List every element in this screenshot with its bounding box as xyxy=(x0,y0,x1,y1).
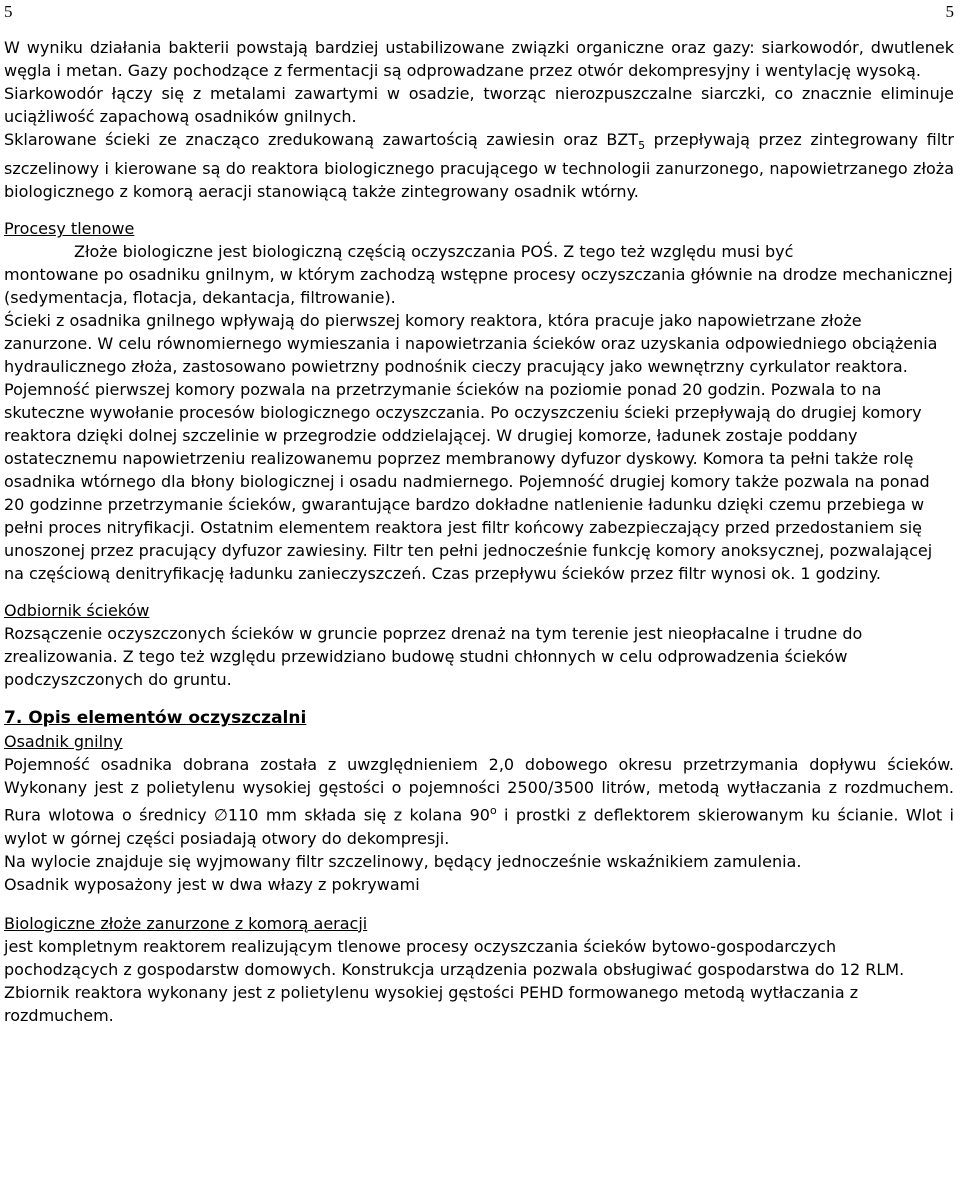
degree-superscript: o xyxy=(489,804,497,818)
paragraph-aerobic-reactor: Ścieki z osadnika gnilnego wpływają do pierwszej komory reaktora, która pracuje jako napowietrzane złoże zanurzone. W celu równomiernego wymieszania i napowietrzania ścieków oraz uzyskania odpowiedniego obciążenia hydraulicznego złoża, zastosowano powietrzny podnośnik cieczy pracujący jako wewnętrzny cyrkulator reaktora. Pojemność pierwszej komory pozwala na przetrzymanie ścieków na poziomie ponad 20 godzin. Pozwala to na skuteczne wywołanie procesów biologicznego oczyszczania. Po oczyszczeniu ścieki przepływają do drugiej komory reaktora dzięki dolnej szczelinie w przegrodzie oddzielającej. W drugiej komorze, ładunek zostaje poddany ostatecznemu napowietrzeniu realizowanemu poprzez membranowy dyfuzor dyskowy. Komora ta pełni także rolę osadnika wtórnego dla błony biologicznej i osadu nadmiernego. Pojemność drugiej komory także pozwala na ponad 20 godzinne przetrzymanie ścieków, gwarantujące bardzo dokładne natlenienie ładunku dzięki czemu przebiega w pełni proces nitryfikacji. Ostatnim elementem reaktora jest filtr końcowy zabezpieczający przed przedostaniem się unoszonej przez pracujący dyfuzor zawiesiny. Filtr ten pełni jednocześnie funkcję komory anoksycznej, pozwalającej na częściową denitryfikację ładunku zanieczyszczeń. Czas przepływu ścieków przez filtr wynosi ok. 1 godziny. xyxy=(4,311,938,584)
paragraph-septic-tank xyxy=(4,753,954,849)
page-number-right: 5 xyxy=(945,2,954,21)
paragraph-biological-bed: jest kompletnym reaktorem realizującym tlenowe procesy oczyszczania ścieków bytowo-gospodarczych pochodzących z gospodarstw domowych. Konstrukcja urządzenia pozwala obsługiwać gospodarstwa do 12 RLM. Zbiornik reaktora wykonany jest z polietylenu wysokiej gęstości PEHD formowanego metodą wytłaczania z rozdmuchem. xyxy=(4,936,905,1025)
septic-manholes-line: Osadnik wyposażony jest w dwa włazy z pokrywami xyxy=(4,874,420,894)
septic-text-b: 110 mm składa się z kolana 90 xyxy=(227,805,490,825)
paragraph-receiver: Rozsączenie oczyszczonych ścieków w gruncie poprzez drenaż na tym terenie jest nieopłacalne i trudne do zrealizowania. Z tego też względu przewidziano budowę studni chłonnych w celu odprowadzenia ścieków podczyszczonych do gruntu. xyxy=(4,624,863,690)
document-body xyxy=(4,36,954,1027)
heading-aerobic-processes: Procesy tlenowe xyxy=(4,219,135,239)
aerobic-first-line: Złoże biologiczne jest biologiczną częścią oczyszczania POŚ. Z tego też względu musi być xyxy=(74,242,794,262)
septic-text-c: i prostki z deflektorem skierowanym ku ścianie. Wlot i wylot w górnej części posiadają otwory do dekompresji. xyxy=(4,805,955,848)
septic-filter-line: Na wylocie znajduje się wyjmowany filtr szczelinowy, będący jednocześnie wskaźnikiem zamulenia. xyxy=(4,851,802,871)
heading-receiver: Odbiornik ścieków xyxy=(4,601,150,621)
diameter-icon: ∅ xyxy=(213,805,228,825)
page-number-left: 5 xyxy=(4,2,13,21)
paragraph-clarified-wastewater xyxy=(4,128,954,203)
clarified-text-a: Sklarowane ścieki ze znacząco zredukowaną zawartością zawiesin oraz BZT xyxy=(4,130,639,149)
bzt-subscript: 5 xyxy=(638,139,646,153)
heading-septic-tank: Osadnik gnilny xyxy=(4,732,123,752)
heading-biological-bed: Biologiczne złoże zanurzone z komorą aeracji xyxy=(4,913,368,933)
section-7-title: 7. Opis elementów oczyszczalni xyxy=(4,708,307,729)
paragraph-hydrogen-sulfide: Siarkowodór łączy się z metalami zawartymi w osadzie, tworząc nierozpuszczalne siarczki, co znacznie eliminuje uciążliwość zapachową osadników gnilnych. xyxy=(4,84,954,126)
aerobic-second-line: montowane po osadniku gnilnym, w którym zachodzą wstępne procesy oczyszczania głównie na drodze mechanicznej (sedymentacja, flotacja, dekantacja, filtrowanie). xyxy=(4,265,953,308)
heading-section-7 xyxy=(4,707,954,730)
paragraph-bacteria: W wyniku działania bakterii powstają bardziej ustabilizowane związki organiczne oraz gazy: siarkowodór, dwutlenek węgla i metan. Gazy pochodzące z fermentacji są odprowadzane przez otwór dekompresyjny i wentylację wysoką. xyxy=(4,38,954,80)
clarified-text-b: przepływają przez zintegrowany filtr szczelinowy i kierowane są do reaktora biologicznego pracującego w technologii zanurzonego, napowietrzanego złoża biologicznego z komorą aeracji stanowiącą także zintegrowany osadnik wtórny. xyxy=(4,130,954,202)
septic-text-a: Pojemność osadnika dobrana została z uwzględnieniem 2,0 dobowego okresu przetrzymania dopływu ścieków. Wykonany jest z polietylenu wysokiej gęstości o pojemności 2500/3500 litrów, metodą wytłaczania z rozdmuchem. Rura wlotowa o średnicy xyxy=(4,755,954,825)
